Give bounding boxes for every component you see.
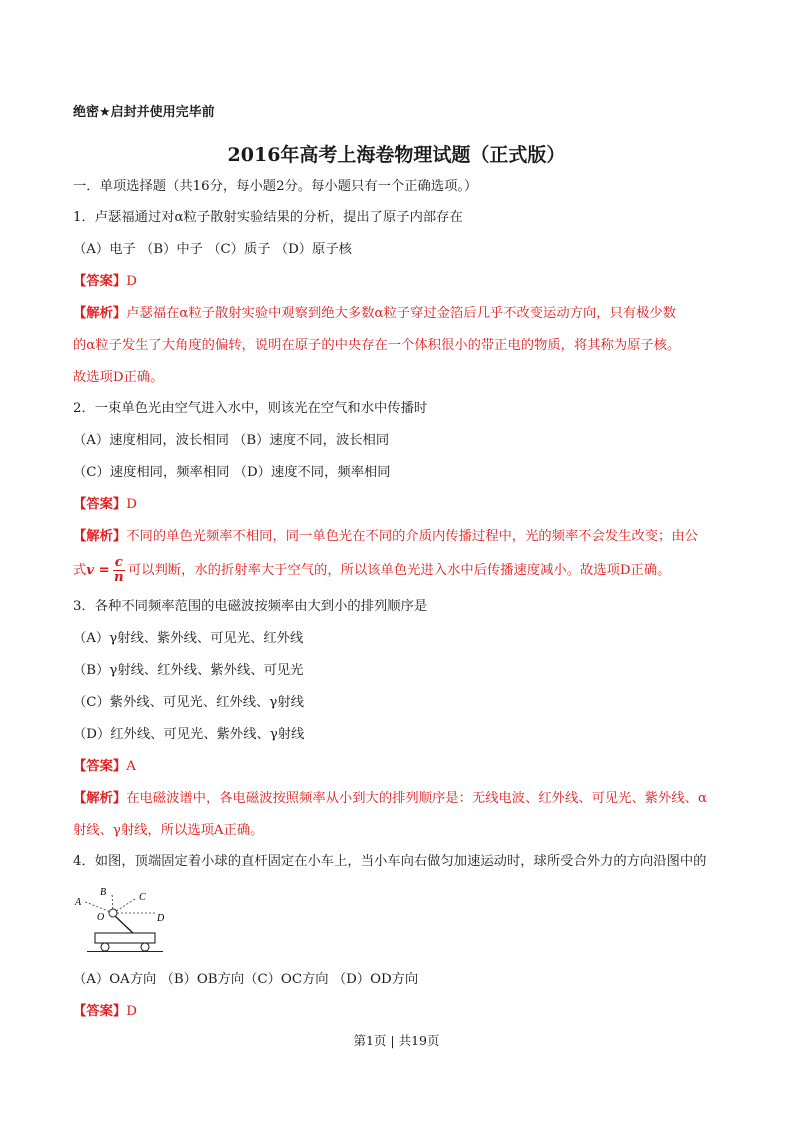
- q3-option-d: （D）红外线、可见光、紫外线、γ射线: [73, 727, 305, 742]
- q2-answer: [73, 496, 137, 514]
- label-o: O: [97, 912, 105, 923]
- formula-lhs: v =: [86, 563, 110, 578]
- analysis-text: 不同的单色光频率不相同，同一单色光在不同的介质内传播过程中，光的频率不会发生改变；由公: [126, 529, 698, 544]
- q4-answer: [73, 1003, 137, 1021]
- answer-tag: 【答案】: [73, 274, 127, 289]
- analysis-tag: 【解析】: [73, 529, 127, 544]
- q3-option-a: （A）γ射线、紫外线、可见光、红外线: [73, 631, 304, 646]
- q1-answer: [73, 273, 137, 291]
- analysis-text: 在电磁波谱中，各电磁波按照频率从小到大的排列顺序是：无线电波、红外线、可见光、紫外线、α: [126, 791, 707, 806]
- q4-stem: 4．如图，顶端固定着小球的直杆固定在小车上，当小车向右做匀加速运动时，球所受合外力的方向沿图中的: [73, 854, 707, 869]
- ball: [109, 909, 117, 917]
- q2-stem: 2．一束单色光由空气进入水中，则该光在空气和水中传播时: [73, 401, 428, 416]
- q3-answer: [73, 758, 136, 776]
- analysis-prefix: 式: [73, 563, 87, 578]
- label-a: A: [75, 897, 82, 908]
- page-title: 2016年高考上海卷物理试题（正式版）: [227, 144, 566, 166]
- answer-tag: 【答案】: [73, 1004, 127, 1019]
- answer-value: D: [126, 274, 137, 289]
- section-heading: 一．单项选择题（共16分，每小题2分。每小题只有一个正确选项。）: [73, 179, 478, 194]
- formula-fraction: [113, 556, 125, 585]
- label-c: C: [139, 892, 146, 903]
- label-b: B: [100, 887, 107, 898]
- answer-tag: 【答案】: [73, 497, 127, 512]
- q2-analysis-line-1: [73, 528, 698, 546]
- q1-options: （A）电子 （B）中子 （C）质子 （D）原子核: [73, 242, 352, 257]
- q1-analysis-line-3: 故选项D正确。: [73, 370, 164, 385]
- answer-value: D: [126, 497, 137, 512]
- wheel-left: [101, 943, 109, 951]
- q2-options-line-1: （A）速度相同，波长相同 （B）速度不同，波长相同: [73, 433, 390, 448]
- q2-options-line-2: （C）速度相同，频率相同 （D）速度不同，频率相同: [73, 465, 391, 480]
- formula-denominator: n: [114, 570, 124, 585]
- q3-stem: 3．各种不同频率范围的电磁波按频率由大到小的排列顺序是: [73, 599, 428, 614]
- q4-options: （A）OA方向 （B）OB方向（C）OC方向 （D）OD方向: [73, 972, 419, 987]
- answer-value: D: [126, 1004, 137, 1019]
- analysis-tag: 【解析】: [73, 791, 127, 806]
- q1-stem: 1．卢瑟福通过对α粒子散射实验结果的分析，提出了原子内部存在: [73, 210, 463, 225]
- analysis-text: 卢瑟福在α粒子散射实验中观察到绝大多数α粒子穿过金箔后几乎不改变运动方向，只有极少数: [126, 306, 677, 321]
- page-footer: 第1页 | 共19页: [353, 1033, 440, 1048]
- q1-analysis-line-2: 的α粒子发生了大角度的偏转，说明在原子的中央存在一个体积很小的带正电的物质，将其称为原子核。: [73, 338, 681, 353]
- q2-analysis-line-2: [73, 556, 670, 586]
- q3-analysis-line-1: [73, 790, 707, 808]
- q3-analysis-line-2: 射线、γ射线，所以选项A正确。: [73, 823, 264, 838]
- label-d: D: [157, 913, 165, 924]
- q3-option-c: （C）紫外线、可见光、红外线、γ射线: [73, 695, 304, 710]
- secret-mark: 绝密★启封并使用完毕前: [73, 105, 215, 120]
- answer-value: A: [126, 759, 136, 774]
- wheel-right: [141, 943, 149, 951]
- rod: [115, 916, 135, 935]
- answer-tag: 【答案】: [73, 759, 127, 774]
- analysis-tag: 【解析】: [73, 306, 127, 321]
- cart-body: [95, 933, 155, 943]
- formula-numerator: c: [114, 555, 123, 570]
- analysis-suffix: 可以判断，水的折射率大于空气的，所以该单色光进入水中后传播速度减小。故选项D正确。: [127, 563, 671, 578]
- q1-analysis-line-1: [73, 305, 676, 323]
- cart-figure: [73, 883, 173, 958]
- q3-option-b: （B）γ射线、红外线、紫外线、可见光: [73, 663, 304, 678]
